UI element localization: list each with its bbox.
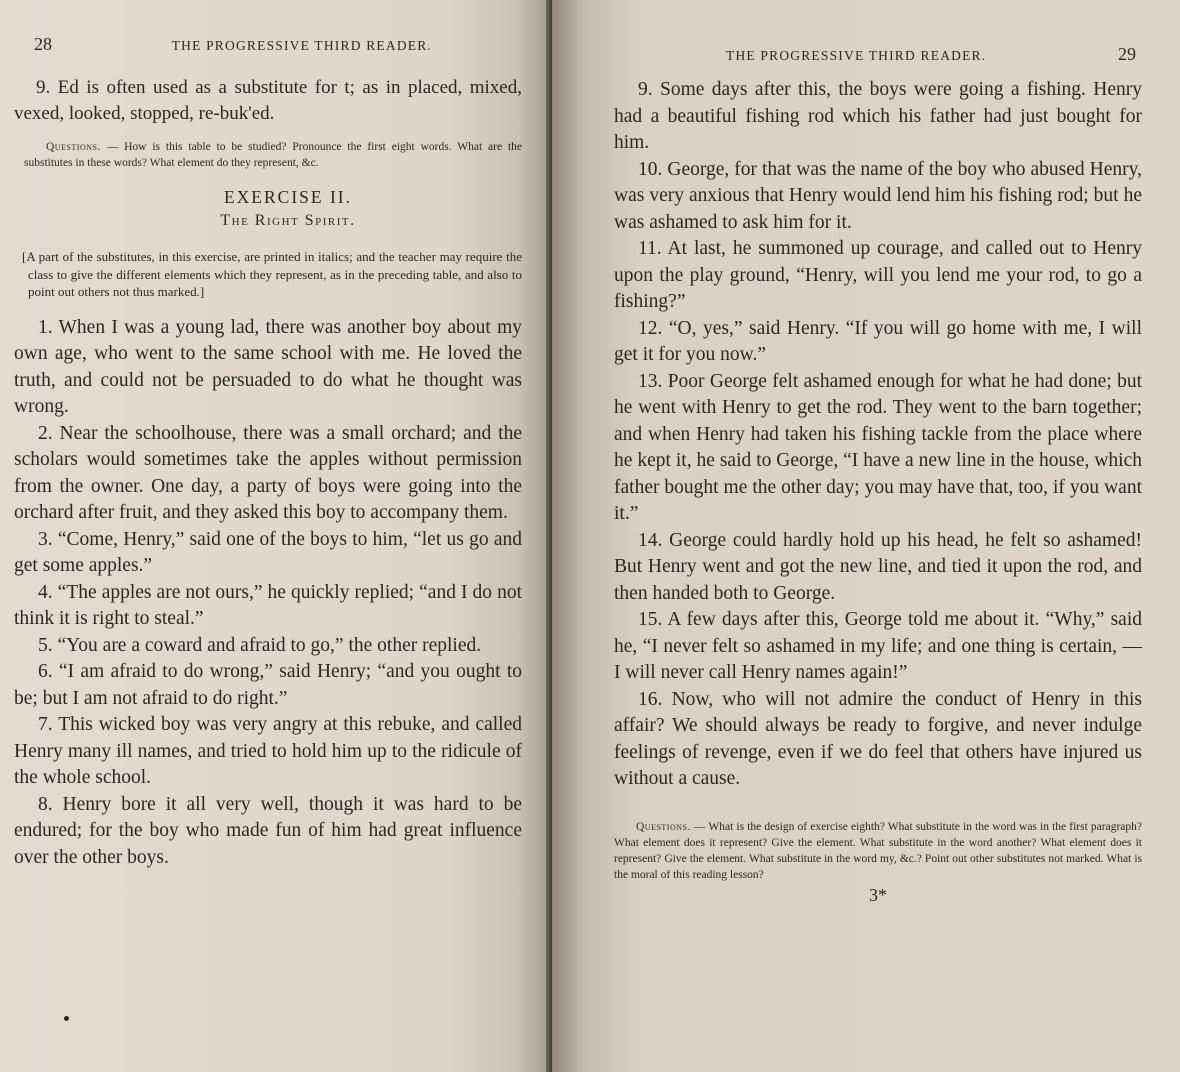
left-running-title: THE PROGRESSIVE THIRD READER.: [171, 38, 432, 53]
ink-speck: [64, 1016, 69, 1021]
paragraph: 14. George could hardly hold up his head, he felt so ashamed! But Henry went and got the new line, and tied it upon the rod, and then handed both to George.: [614, 529, 1142, 604]
paragraph: 12. “O, yes,” said Henry. “If you will go home with me, I will get it for you now.”: [614, 317, 1142, 365]
right-running-title: THE PROGRESSIVE THIRD READER.: [726, 48, 987, 63]
left-questions-text: — How is this table to be studied? Pronounce the first eight words. What are the substitutes in these words? What element do they represent, &c.: [24, 141, 522, 169]
left-page: [0, 0, 552, 1072]
intro-item: 9. Ed is often used as a substitute for t; as in placed, mixed, vexed, looked, stopped, re-buk'ed.: [14, 77, 522, 124]
left-questions: [14, 139, 522, 171]
right-questions: [614, 819, 1142, 883]
paragraph: 11. At last, he summoned up courage, and called out to Henry upon the play ground, “Henry, will you lend me your rod, to go a fishing?”: [614, 238, 1142, 312]
bracket-note: [A part of the substitutes, in this exercise, are printed in italics; and the teacher may require the class to give the different elements which they represent, as in the preceding table, and also to point out others not thus marked.]: [22, 249, 522, 299]
right-body: [614, 77, 1142, 793]
paragraph: 16. Now, who will not admire the conduct of Henry in this affair? We should always be ready to forgive, and never indulge feelings of revenge, even if we do feel that others have injured us without a cause.: [614, 688, 1142, 789]
left-body: [14, 315, 522, 872]
paragraph: 2. Near the schoolhouse, there was a small orchard; and the scholars would sometimes take the apples without permission from the owner. One day, a party of boys were going into the orchard after fruit, and they asked this boy to accompany them.: [14, 422, 522, 523]
left-page-number: 28: [34, 34, 52, 54]
paragraph: 8. Henry bore it all very well, though it was hard to be endured; for the boy who made fun of him had great influence over the other boys.: [14, 793, 522, 868]
signature-mark: 3*: [869, 884, 887, 905]
paragraph: 3. “Come, Henry,” said one of the boys to him, “let us go and get some apples.”: [14, 528, 522, 576]
paragraph: 10. George, for that was the name of the boy who abused Henry, was very anxious that Henry would lend him his fishing rod; but he was ashamed to ask him for it.: [614, 158, 1142, 233]
exercise-title: EXERCISE II.: [223, 187, 353, 207]
paragraph: 15. A few days after this, George told me about it. “Why,” said he, “I never felt so ashamed in my life; and one thing is certain, — I will never call Henry names again!”: [614, 609, 1142, 683]
paragraph: 5. “You are a coward and afraid to go,” the other replied.: [38, 634, 482, 656]
right-page: [552, 0, 1180, 1072]
paragraph: 1. When I was a young lad, there was another boy about my own age, who went to the same school with me. He loved the truth, and could not be persuaded to do what he thought was wrong.: [14, 316, 522, 417]
left-questions-label: Questions.: [46, 141, 101, 153]
right-questions-label: Questions.: [636, 820, 691, 833]
left-running-head: [14, 34, 522, 55]
paragraph: 7. This wicked boy was very angry at this rebuke, and called Henry many ill names, and tried to hold him up to the ridicule of the whole school.: [14, 714, 522, 788]
paragraph: 6. “I am afraid to do wrong,” said Henry; “and you ought to be; but I am not afraid to do right.”: [14, 661, 522, 709]
right-questions-text: — What is the design of exercise eighth? What substitute in the word was in the first paragraph? What element does it represent? Give the element. What substitute in the word another? What element does it represent? Give the element. What substitute in the word my, &c.? Point out other substitutes not marked. What is the moral of this reading lesson?: [614, 820, 1142, 881]
paragraph: 13. Poor George felt ashamed enough for what he had done; but he went with Henry to get the rod. They went to the barn together; and when Henry had taken his fishing tackle from the place where he kept it, he said to George, “I have a new line in the house, which father bought me the other day; you may have that, too, if you want it.”: [614, 370, 1142, 524]
paragraph: 9. Some days after this, the boys were going a fishing. Henry had a beautiful fishing rod which his father had just bought for him.: [614, 79, 1142, 153]
right-page-number: 29: [1118, 44, 1136, 64]
right-running-head: [614, 44, 1142, 65]
paragraph: 4. “The apples are not ours,” he quickly replied; “and I do not think it is right to steal.”: [14, 581, 522, 629]
exercise-subtitle: The Right Spirit.: [220, 212, 356, 229]
